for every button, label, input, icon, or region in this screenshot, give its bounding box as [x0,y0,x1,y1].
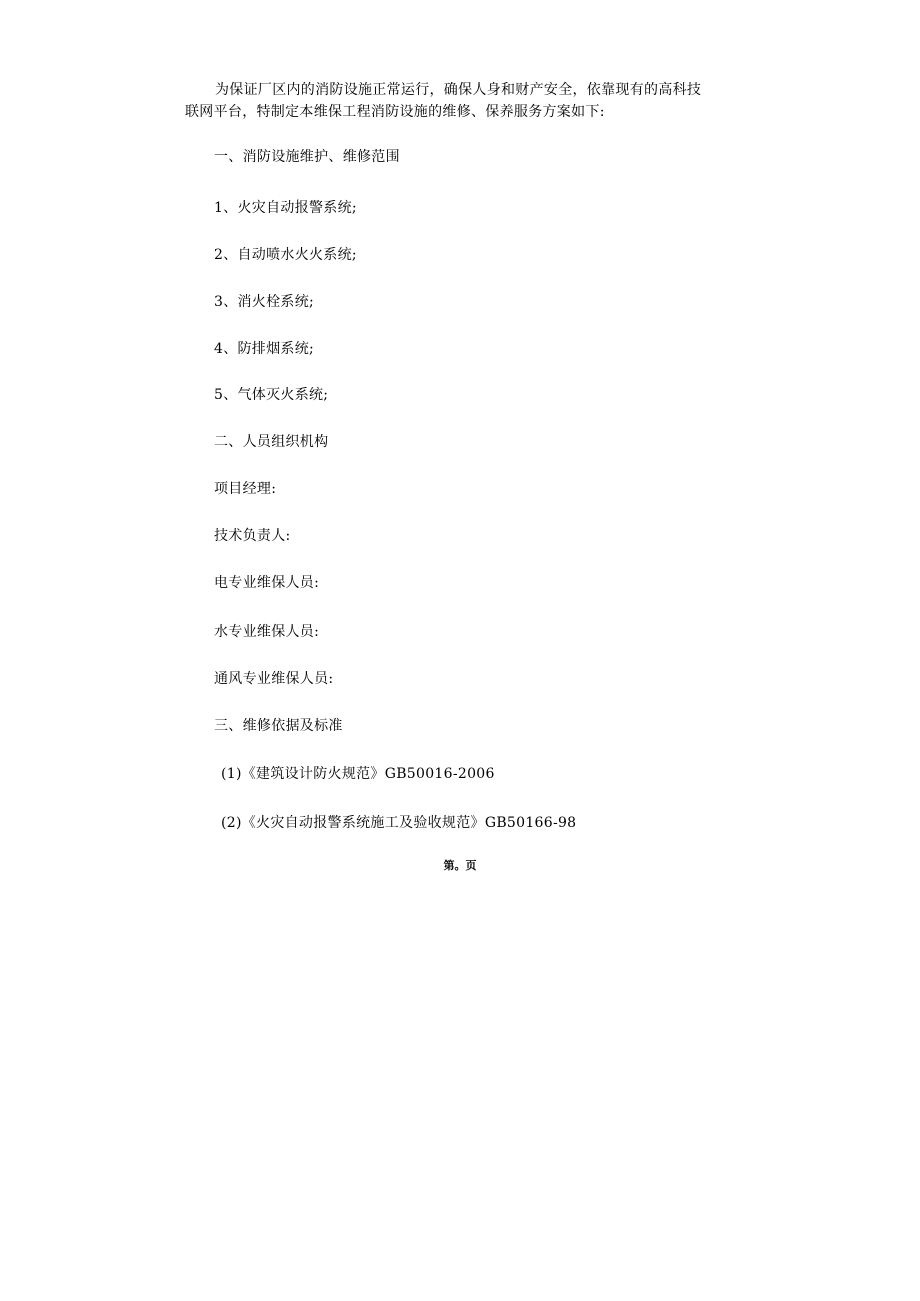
section-2-item-4: 水专业维保人员: [214,624,320,640]
section-1-item-5: 5、气体灭火系统; [214,387,329,403]
section-2-item-5: 通风专业维保人员: [214,671,334,687]
page-number-label: 第。页 [443,859,477,872]
section-1-item-4: 4、防排烟系统; [214,341,315,357]
intro-line-1: 为保证厂区内的消防设施正常运行，确保人身和财产安全，依靠现有的高科技 [215,82,702,98]
section-1-heading: 一、消防设施维护、维修范围 [214,149,400,165]
section-3-ref-1: (1)《建筑设计防火规范》GB50016-2006 [221,766,495,782]
intro-line-2: 联网平台，特制定本维保工程消防设施的维修、保养服务方案如下: [185,104,605,120]
section-3-heading: 三、维修依据及标准 [214,718,343,734]
section-2-heading: 二、人员组织机构 [214,434,329,450]
section-3-ref-2: (2)《火灾自动报警系统施工及验收规范》GB50166-98 [221,815,577,831]
section-2-item-3: 电专业维保人员: [214,575,320,591]
section-2-item-1: 项目经理: [214,481,277,497]
section-1-item-2: 2、自动喷水火火系统; [214,247,357,263]
section-2-item-2: 技术负责人: [214,528,291,544]
section-1-item-3: 3、消火栓系统; [214,294,315,310]
section-1-item-1: 1、火灾自动报警系统; [214,200,357,216]
